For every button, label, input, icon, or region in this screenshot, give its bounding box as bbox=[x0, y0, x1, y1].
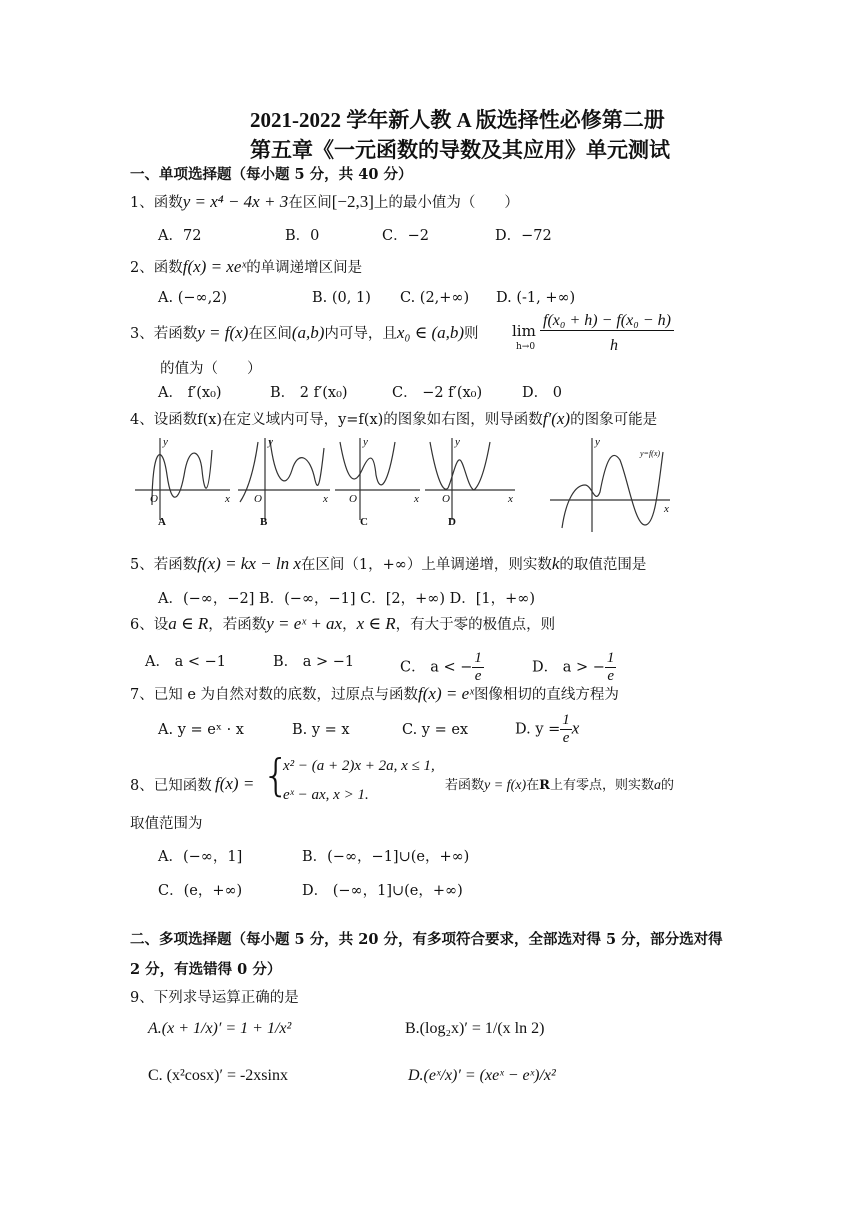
q7-option-d: D. y = $\frac{1}{e}$ x bbox=[515, 712, 580, 746]
q1-option-a: A．72 bbox=[158, 228, 202, 244]
q9-option-d: D.(eˣ/x)′ = (xeˣ − eˣ)/x² bbox=[408, 1067, 556, 1084]
q6-option-d: D． a > − $\frac{1}{e}$ bbox=[532, 650, 615, 684]
axis-x-label: x bbox=[508, 493, 513, 505]
q1-option-c: C．−2 bbox=[382, 228, 429, 244]
origin-label: O bbox=[254, 493, 262, 505]
q5-options: A．(−∞，−2] B．(−∞，−1] C．[2，+∞) D．[1，+∞) bbox=[158, 591, 536, 607]
q8-stem-end: 取值范围为 bbox=[130, 816, 203, 832]
q7-option-c: C. y = ex bbox=[402, 722, 469, 738]
axis-y-label: y bbox=[595, 436, 600, 448]
graph-label-a: A bbox=[158, 516, 166, 528]
question-3: 3、若函数y = f(x)在区间(a,b)内可导，且x₀ ∈ (a,b)则 bbox=[130, 323, 479, 342]
q6-option-a: A． a < −1 bbox=[145, 654, 226, 670]
q3-option-d: D． 0 bbox=[522, 385, 562, 401]
q4-graphs bbox=[130, 430, 730, 545]
origin-label: O bbox=[442, 493, 450, 505]
q9-option-c: C. (x²cosx)′ = -2xsinx bbox=[148, 1067, 288, 1084]
q1-option-d: D．−72 bbox=[495, 228, 552, 244]
q6-option-b: B． a > −1 bbox=[273, 654, 355, 670]
q9-option-b: B.(log₂x)′ = 1/(x ln 2) bbox=[405, 1020, 545, 1037]
q3-limit: lim bbox=[512, 322, 536, 340]
axis-x-label: x bbox=[323, 493, 328, 505]
q3-stem-end: 的值为（ ） bbox=[160, 361, 262, 377]
graph-label-b: B bbox=[260, 516, 268, 528]
title-line-1: 2021-2022 学年新人教 A 版选择性必修第二册 bbox=[250, 108, 665, 132]
question-2: 2、函数f(x) = xeˣ的单调递增区间是 bbox=[130, 257, 363, 276]
q7-option-b: B. y = x bbox=[292, 722, 350, 738]
origin-label: O bbox=[150, 493, 158, 505]
section-heading-1: 一、单项选择题（每小题 5 分，共 40 分） bbox=[130, 166, 413, 183]
axis-y-label: y bbox=[268, 436, 273, 448]
q3-limit-sub: h→0 bbox=[516, 342, 536, 352]
q2-option-b: B. (0, 1) bbox=[312, 290, 371, 306]
q8-option-b: B．(−∞，−1]∪(e，+∞) bbox=[302, 849, 470, 865]
axis-y-label: y bbox=[455, 436, 460, 448]
question-6: 6、设a ∈ R，若函数y = eˣ + ax，x ∈ R，有大于零的极值点，则 bbox=[130, 614, 556, 633]
axis-x-label: x bbox=[664, 503, 669, 515]
q2-option-a: A. (−∞,2) bbox=[158, 290, 228, 306]
section-heading-2-line-2: 2 分，有选错得 0 分） bbox=[130, 961, 282, 978]
graph-label-c: C bbox=[360, 516, 368, 528]
question-4: 4、设函数f(x)在定义域内可导，y=f(x)的图象如右图，则导函数f′(x)的图象可能是 bbox=[130, 409, 658, 428]
question-8-stem: 8、已知函数 bbox=[130, 778, 212, 794]
graph-label-d: D bbox=[448, 516, 456, 528]
q8-option-a: A．(−∞，1] bbox=[158, 849, 243, 865]
q6-option-c: C． a < − $\frac{1}{e}$ bbox=[400, 650, 482, 684]
q3-option-b: B． 2 f′(x₀) bbox=[270, 385, 348, 401]
origin-label: O bbox=[349, 493, 357, 505]
section-heading-2-line-1: 二、多项选择题（每小题 5 分，共 20 分，有多项符合要求，全部选对得 5 分，部分选对得 bbox=[130, 931, 723, 948]
question-1: 1、函数y = x⁴ − 4x + 3在区间[−2,3]上的最小值为（ ） bbox=[130, 192, 519, 211]
q1-option-b: B．0 bbox=[285, 228, 320, 244]
axis-y-label: y bbox=[363, 436, 368, 448]
curve-label: y=f(x) bbox=[640, 449, 661, 458]
axis-x-label: x bbox=[225, 493, 230, 505]
question-7: 7、已知 e 为自然对数的底数，过原点与函数f(x) = eˣ图像相切的直线方程为 bbox=[130, 684, 619, 703]
axis-y-label: y bbox=[163, 436, 168, 448]
q9-option-a: A.(x + 1/x)′ = 1 + 1/x² bbox=[148, 1020, 292, 1037]
q2-option-c: C. (2,+∞) bbox=[400, 290, 470, 306]
question-9: 9、下列求导运算正确的是 bbox=[130, 990, 299, 1006]
q3-option-a: A． f′(x₀) bbox=[158, 385, 222, 401]
axis-x-label: x bbox=[414, 493, 419, 505]
title-line-2: 第五章《一元函数的导数及其应用》单元测试 bbox=[250, 138, 670, 162]
q8-option-d: D． (−∞，1]∪(e，+∞) bbox=[302, 883, 463, 899]
q8-option-c: C．(e，+∞) bbox=[158, 883, 243, 899]
q3-fraction-denominator: h bbox=[610, 337, 618, 354]
q2-option-d: D. (-1, +∞) bbox=[496, 290, 576, 306]
q8-case-2: eˣ − ax, x > 1. bbox=[283, 787, 369, 803]
q8-fx: f(x) = bbox=[215, 774, 255, 793]
question-5: 5、若函数f(x) = kx − ln x在区间（1，+∞）上单调递增，则实数k的取值范围是 bbox=[130, 554, 647, 573]
q7-option-a: A. y = eˣ · x bbox=[158, 722, 244, 738]
q3-option-c: C． −2 f′(x₀) bbox=[392, 385, 483, 401]
q3-fraction-numerator: f(x₀ + h) − f(x₀ − h) bbox=[540, 312, 674, 331]
q8-brace: { bbox=[262, 750, 290, 801]
q8-stem-continued: 若函数y = f(x)在R上有零点，则实数a的 bbox=[445, 778, 674, 793]
q8-case-1: x² − (a + 2)x + 2a, x ≤ 1, bbox=[283, 758, 435, 774]
